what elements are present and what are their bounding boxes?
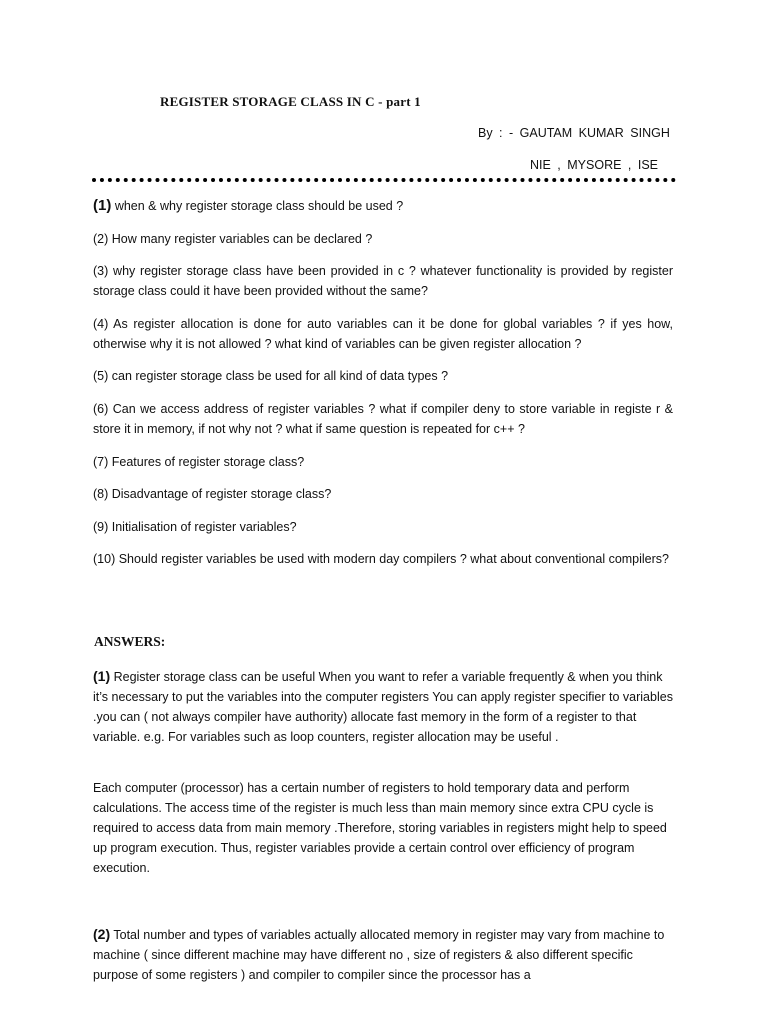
answer-2-text: Total number and types of variables actually allocated memory in register may vary from machine to machine ( since different machine may have different no , size of registers & also different specific purpose of some registers ) and compiler to compiler since the processor has a	[93, 928, 665, 982]
answer-1-number: (1)	[93, 668, 111, 684]
answer-1-paragraph	[93, 666, 675, 747]
question-item: (4) As register allocation is done for auto variables can it be done for global variables ? if yes how, otherwise why it is not allowed ? what kind of variables can be given register allocation ?	[93, 316, 673, 351]
answer-1-text: Register storage class can be useful When you want to refer a variable frequently & when you think it’s necessary to put the variables into the computer registers You can apply register specifier to variables .you can ( not always compiler have authority) allocate fast memory in the form of a register to that variable. e.g. For variables such as loop counters, register allocation may be useful .	[93, 670, 673, 744]
answer-1-paragraph-2: Each computer (processor) has a certain number of registers to hold temporary data and perform calculations. The access time of the register is much less than main memory since extra CPU cycle is required to access data from main memory .Therefore, storing variables in registers might help to speed up program execution. Thus, register variables provide a certain control over efficiency of program execution.	[93, 781, 667, 875]
author-byline: By : - GAUTAM KUMAR SINGH	[478, 126, 670, 140]
question-item: (10) Should register variables be used with modern day compilers ? what about conventional compilers?	[93, 552, 670, 567]
question-item: (8) Disadvantage of register storage class?	[93, 487, 332, 502]
answer-2-number: (2)	[93, 926, 111, 942]
question-item: (3) why register storage class have been provided in c ? whatever functionality is provided by register storage class could it have been provided without the same?	[93, 264, 673, 299]
question-item: (5) can register storage class be used for all kind of data types ?	[93, 369, 449, 384]
question-item: (9) Initialisation of register variables?	[93, 519, 297, 534]
question-item: (6) Can we access address of register variables ? what if compiler deny to store variable in registe r & store it in memory, if not why not ? what if same question is repeated for c++ ?	[93, 401, 673, 436]
document-title: REGISTER STORAGE CLASS IN C - part 1	[160, 94, 421, 109]
question-item: (7) Features of register storage class?	[93, 454, 305, 469]
answer-2-paragraph	[93, 924, 675, 985]
author-affiliation: NIE , MYSORE , ISE	[530, 158, 658, 172]
answers-heading: ANSWERS:	[94, 634, 166, 649]
question-item	[93, 196, 673, 216]
question-text: when & why register storage class should be used ?	[111, 199, 404, 213]
question-number: (1)	[93, 197, 112, 214]
question-item: (2) How many register variables can be declared ?	[93, 231, 373, 246]
questions-list	[93, 196, 673, 582]
dotted-divider	[92, 178, 676, 182]
